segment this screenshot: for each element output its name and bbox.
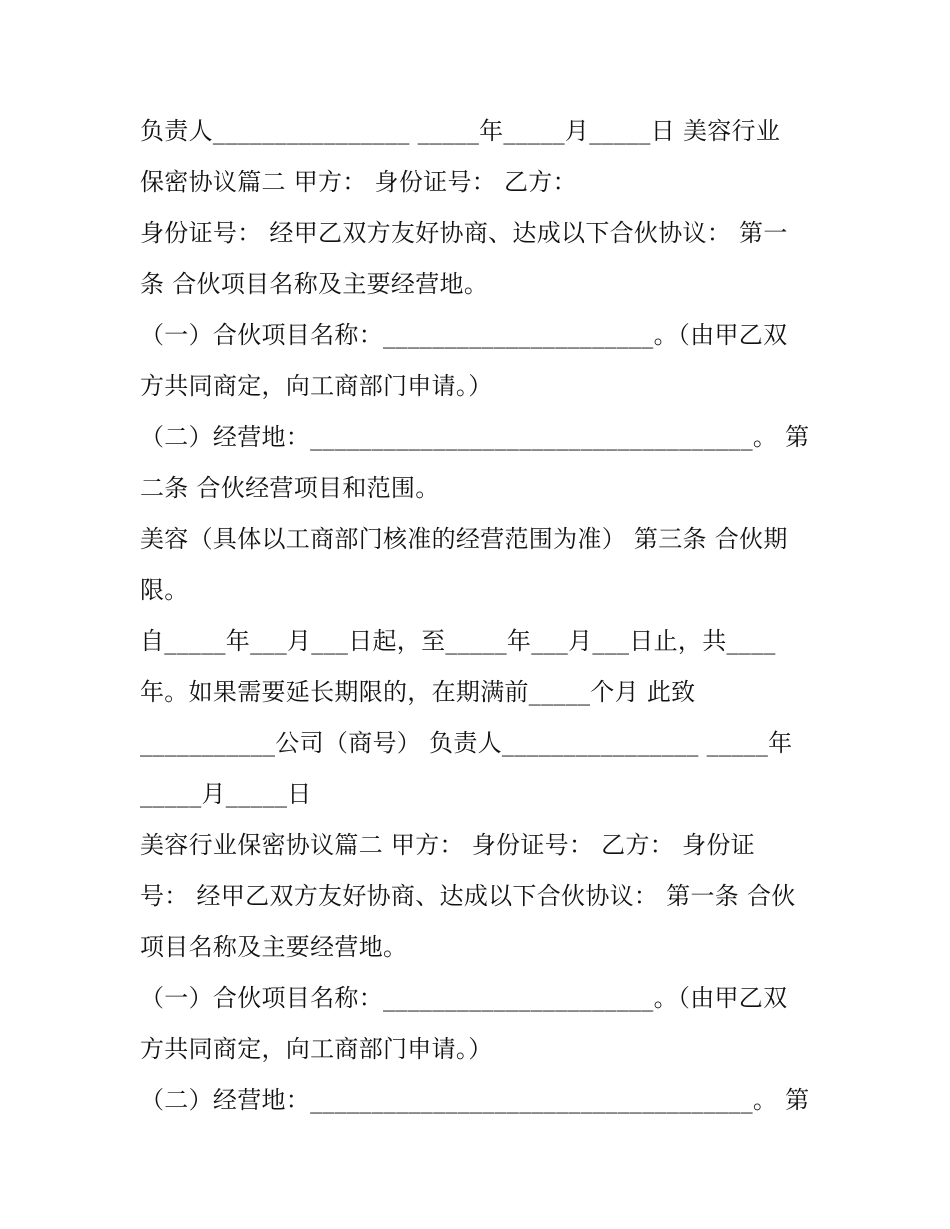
text-line: 自_____年___月___日起，至_____年___月___日止，共____ — [140, 627, 776, 655]
text-line: （二）经营地：____________________________________。 第 — [140, 423, 810, 451]
text-line: 美容行业保密协议篇二 甲方： 身份证号： 乙方： 身份证 — [140, 831, 755, 859]
text-line: 项目名称及主要经营地。 — [140, 933, 408, 961]
text-line: （一）合伙项目名称：______________________。（由甲乙双 — [140, 984, 788, 1012]
text-line: 限。 — [140, 576, 189, 604]
text-line: 号： 经甲乙双方友好协商、达成以下合伙协议： 第一条 合伙 — [140, 882, 796, 910]
text-line: _____月_____日 — [140, 780, 312, 808]
text-line: ___________公司（商号） 负责人________________ _____年 — [140, 729, 793, 757]
text-line: 条 合伙项目名称及主要经营地。 — [140, 270, 489, 298]
text-line: 年。如果需要延长期限的，在期满前_____个月 此致 — [140, 678, 696, 706]
document-body — [140, 106, 820, 1126]
text-line: 身份证号： 经甲乙双方友好协商、达成以下合伙协议： 第一 — [140, 219, 788, 247]
text-line: 方共同商定，向工商部门申请。） — [140, 372, 493, 400]
text-line: 美容（具体以工商部门核准的经营范围为准） 第三条 合伙期 — [140, 525, 788, 553]
text-line: （二）经营地：____________________________________。 第 — [140, 1086, 810, 1114]
text-line: 保密协议篇二 甲方： 身份证号： 乙方： — [140, 168, 577, 196]
text-line: 方共同商定，向工商部门申请。） — [140, 1035, 493, 1063]
text-line: 二条 合伙经营项目和范围。 — [140, 474, 440, 502]
text-line: （一）合伙项目名称：______________________。（由甲乙双 — [140, 321, 788, 349]
text-line: 负责人________________ _____年_____月_____日 美容行业 — [140, 117, 781, 145]
